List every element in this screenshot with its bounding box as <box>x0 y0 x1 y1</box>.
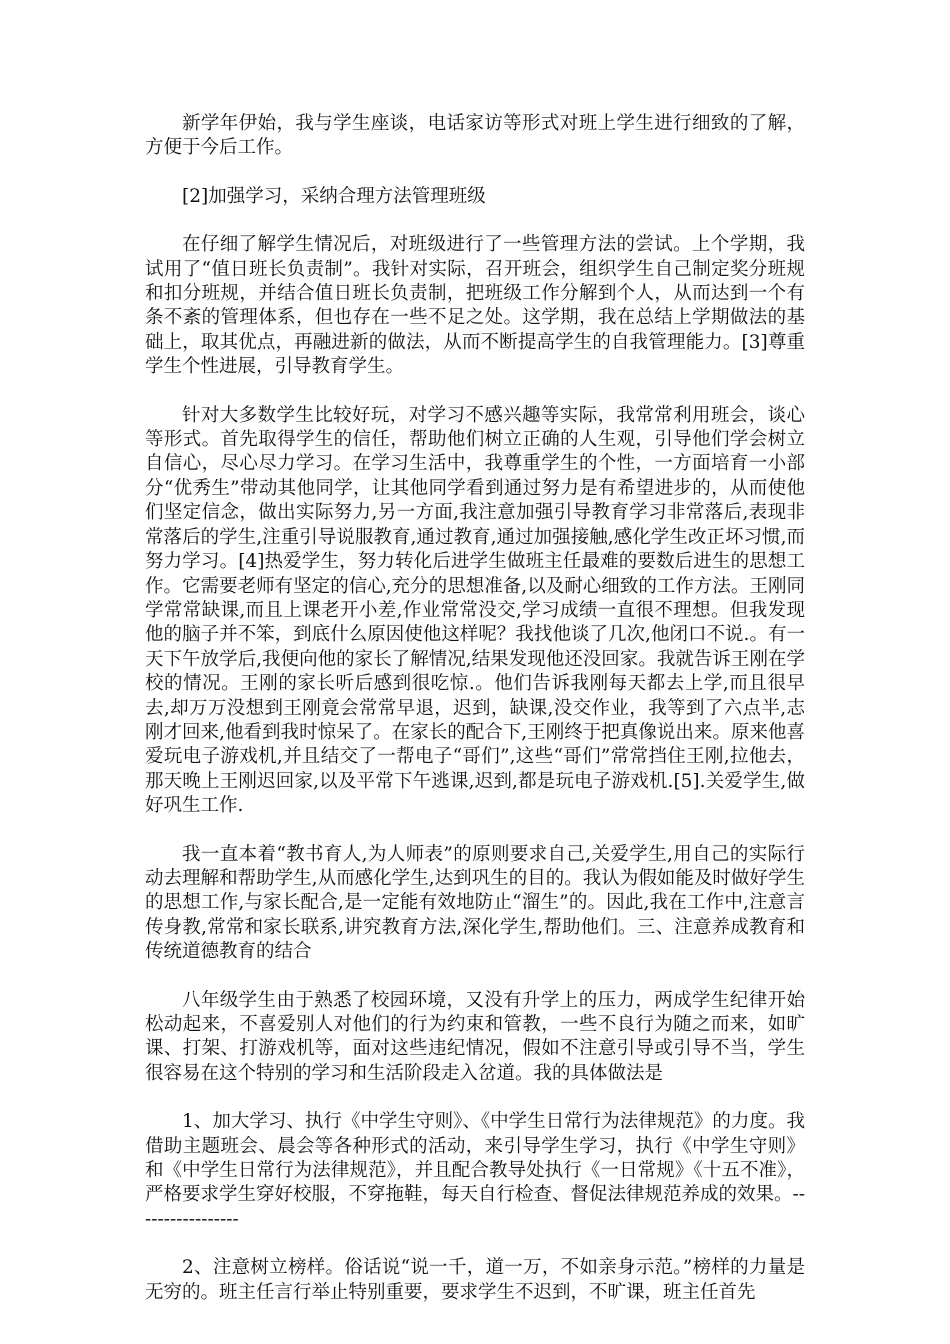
paragraph-care-for-students: 我一直本着“教书育人,为人师表”的原则要求自己,关爱学生,用自己的实际行动去理解和帮助学生,从而感化学生,达到巩生的目的。我认为假如能及时做好学生的思想工作,与家长配合,是一定能有效地防止“溜生”的。因此,我在工作中,注意言传身教,常常和家长联系,讲究教育方法,深化学生,帮助他们。三、注意养成教育和传统道德教育的结合 <box>145 843 805 963</box>
document-body <box>145 112 805 1305</box>
section-heading-strengthen-learning: [2]加强学习，采纳合理方法管理班级 <box>182 185 486 207</box>
paragraph-intro: 新学年伊始，我与学生座谈，电话家访等形式对班上学生进行细致的了解，方便于今后工作。 <box>145 113 805 159</box>
paragraph-respect-individuality: 针对大多数学生比较好玩，对学习不感兴趣等实际，我常常利用班会，谈心等形式。首先取得学生的信任，帮助他们树立正确的人生观，引导他们学会树立自信心，尽心尽力学习。在学习生活中，我尊重学生的个性，一方面培育一小部分“优秀生”带动其他同学，让其他同学看到通过努力是有希望进步的，从而使他们坚定信念，做出实际努力,另一方面,我注意加强引导教育学习非常落后,表现非常落后的学生,注重引导说服教育,通过教育,通过加强接触,感化学生改正坏习惯,而努力学习。[4]热爱学生，努力转化后进学生做班主任最难的要数后进生的思想工作。它需要老师有坚定的信心,充分的思想准备,以及耐心细致的工作方法。王刚同学常常缺课,而且上课老开小差,作业常常没交,学习成绩一直很不理想。但我发现他的脑子并不笨，到底什么原因使他这样呢？我找他谈了几次,他闭口不说.。有一天下午放学后,我便向他的家长了解情况,结果发现他还没回家。我就告诉王刚在学校的情况。王刚的家长听后感到很吃惊.。他们告诉我刚每天都去上学,而且很早去,却万万没想到王刚竟会常常早退，迟到，缺课,没交作业，我等到了六点半,志刚才回来,他看到我时惊呆了。在家长的配合下,王刚终于把真像说出来。原来他喜爱玩电子游戏机,并且结交了一帮电子“哥们”,这些“哥们”常常挡住王刚,拉他去，那天晚上王刚迟回家,以及平常下午逃课,迟到,都是玩电子游戏机.[5].关爱学生,做好巩生工作. <box>145 404 805 817</box>
paragraph-grade-eight-discipline: 八年级学生由于熟悉了校园环境，又没有升学上的压力，两成学生纪律开始松动起来，不喜爱别人对他们的行为约束和管教，一些不良行为随之而来，如旷课、打架、打游戏机等，面对这些违纪情况，假如不注意引导或引导不当，学生很容易在这个特别的学习和生活阶段走入岔道。我的具体做法是 <box>145 989 805 1084</box>
paragraph-class-management: 在仔细了解学生情况后，对班级进行了一些管理方法的尝试。上个学期，我试用了“值日班长负责制”。我针对实际，召开班会，组织学生自己制定奖分班规和扣分班规，并结合值日班长负责制，把班级工作分解到个人，从而达到一个有条不紊的管理体系，但也存在一些不足之处。这学期，我在总结上学期做法的基础上，取其优点，再融进新的做法，从而不断提高学生的自我管理能力。[3]尊重学生个性进展，引导教育学生。 <box>145 234 805 378</box>
list-item-role-model: 2、注意树立榜样。俗话说“说一千，道一万，不如亲身示范。”榜样的力量是无穷的。班主任言行举止特别重要，要求学生不迟到，不旷课，班主任首先 <box>145 1257 805 1303</box>
list-item-code-of-conduct: 1、加大学习、执行《中学生守则》、《中学生日常行为法律规范》的力度。我借助主题班会、晨会等各种形式的活动，来引导学生学习，执行《中学生守则》和《中学生日常行为法律规范》，并且配合教导处执行《一日常规》《十五不准》，严格要求学生穿好校服，不穿拖鞋，每天自行检查、督促法律规范养成的效果。----------------- <box>145 1111 806 1230</box>
